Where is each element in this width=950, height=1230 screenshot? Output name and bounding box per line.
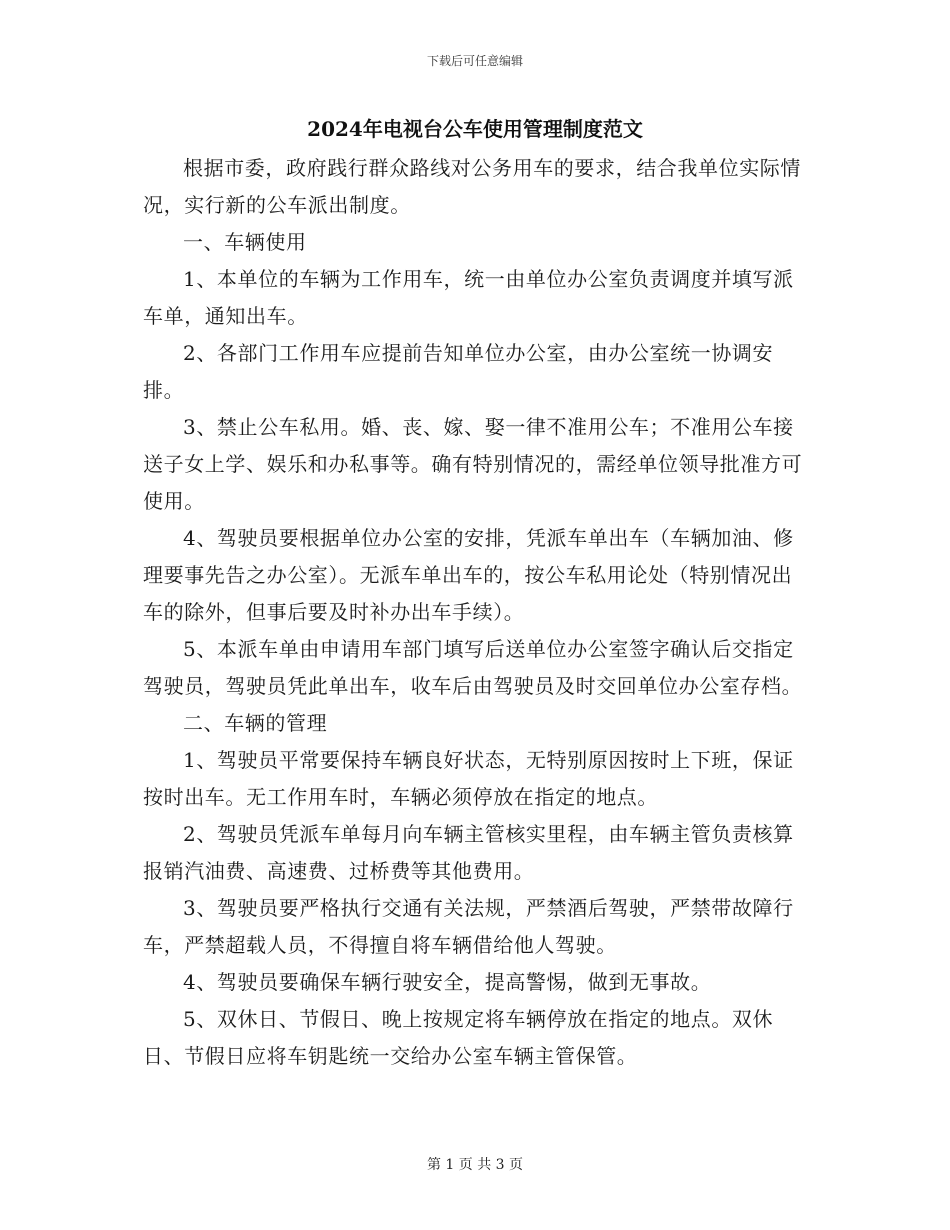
section-heading-vehicle-use: 一、车辆使用 (183, 230, 307, 254)
page-number-footer: 第 1 页 共 3 页 (426, 1157, 524, 1173)
paragraph: 1、本单位的车辆为工作用车，统一由单位办公室负责调度并填写派车单，通知出车。 (143, 267, 794, 328)
paragraph: 4、驾驶员要根据单位办公室的安排，凭派车单出车（车辆加油、修理要事先告之办公室）。无派车单出车的，按公车私用论处（特别情况出车的除外，但事后要及时补办出车手续）。 (143, 526, 794, 624)
paragraph: 3、禁止公车私用。婚、丧、嫁、娶一律不准用公车；不准用公车接送子女上学、娱乐和办私事等。确有特别情况的，需经单位领导批准方可使用。 (143, 415, 803, 513)
paragraph-intro: 根据市委，政府践行群众路线对公务用车的要求，结合我单位实际情况，实行新的公车派出制度。 (143, 156, 801, 217)
document-body (143, 150, 811, 1075)
paragraph: 2、驾驶员凭派车单每月向车辆主管核实里程，由车辆主管负责核算报销汽油费、高速费、过桥费等其他费用。 (143, 822, 794, 883)
document-title: 2024年电视台公车使用管理制度范文 (307, 117, 643, 141)
paragraph: 3、驾驶员要严格执行交通有关法规，严禁酒后驾驶，严禁带故障行车，严禁超载人员，不得擅自将车辆借给他人驾驶。 (143, 896, 794, 957)
section-heading-vehicle-management: 二、车辆的管理 (183, 711, 328, 735)
paragraph: 1、驾驶员平常要保持车辆良好状态，无特别原因按时上下班，保证按时出车。无工作用车时，车辆必须停放在指定的地点。 (143, 748, 794, 809)
paragraph: 4、驾驶员要确保车辆行驶安全，提高警惕，做到无事故。 (183, 970, 712, 994)
header-note: 下载后可任意编辑 (426, 54, 523, 68)
paragraph: 5、双休日、节假日、晚上按规定将车辆停放在指定的地点。双休日、节假日应将车钥匙统一交给办公室车辆主管保管。 (143, 1007, 774, 1068)
paragraph: 5、本派车单由申请用车部门填写后送单位办公室签字确认后交指定驾驶员，驾驶员凭此单出车，收车后由驾驶员及时交回单位办公室存档。 (143, 637, 803, 698)
paragraph: 2、各部门工作用车应提前告知单位办公室，由办公室统一协调安排。 (143, 341, 774, 402)
